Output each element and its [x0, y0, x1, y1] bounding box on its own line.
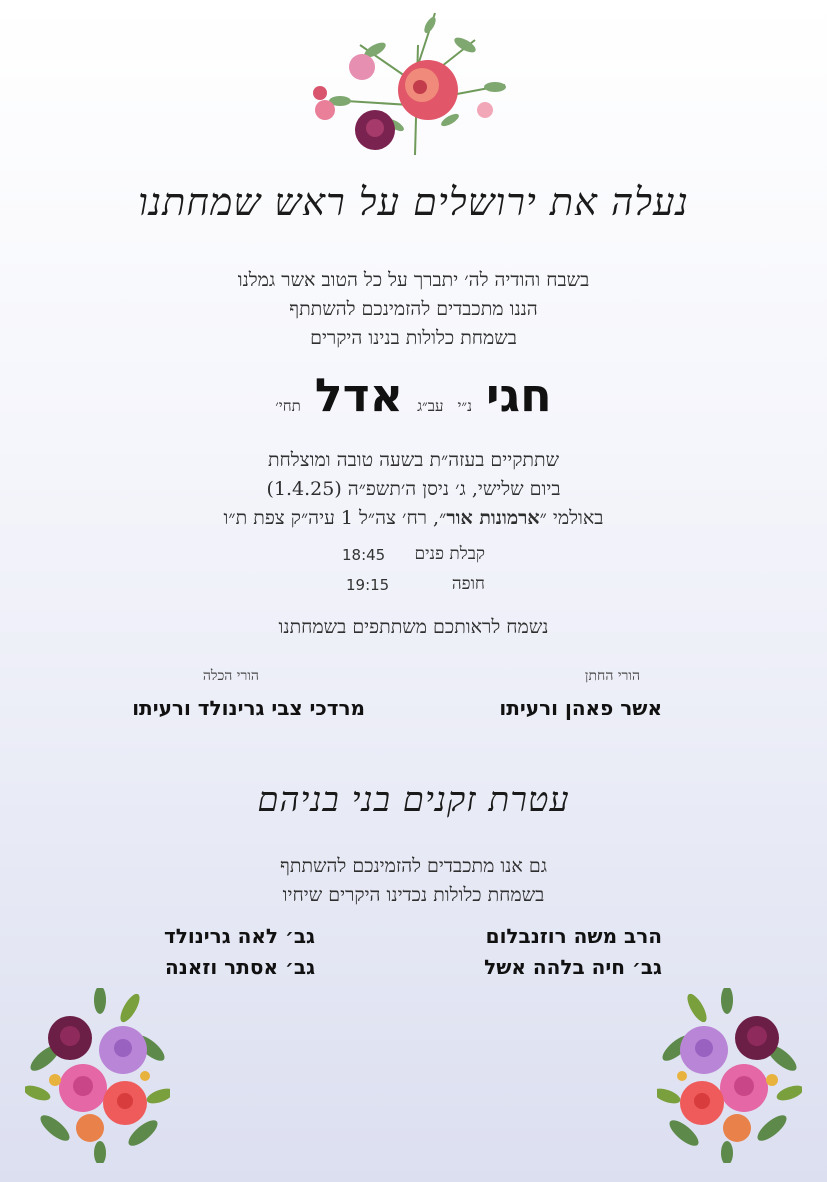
- intro-line-1: בשבח והודיה לה׳ יתברך על כל הטוב אשר גמלנו: [237, 269, 590, 291]
- groom-tag: נ״י: [457, 397, 472, 415]
- grandparent-right-1: הרב משה רוזנבלום: [485, 924, 662, 948]
- floral-bottom-left-icon: [25, 988, 170, 1163]
- schedule-chuppah-time: 19:15: [346, 576, 390, 594]
- and-tag: עב״ג: [417, 397, 444, 415]
- venue-name: ארמונות אור: [446, 507, 540, 529]
- grandparent-right-2: גב׳ חיה בלהה אשל: [484, 955, 662, 979]
- event-line-2: ביום שלישי, ג׳ ניסן ה׳תשפ״ה (1.4.25): [266, 478, 561, 500]
- intro-line-2: הננו מתכבדים להזמינכם להשתתף: [289, 298, 538, 320]
- bride-parents-label: הורי הכלה: [202, 668, 259, 684]
- bride-name: אדל: [314, 368, 404, 422]
- event-details: [0, 446, 827, 533]
- grandparent-left-2: גב׳ אסתר וזאנה: [164, 955, 315, 979]
- groom-parents-names: אשר פאהן ורעיתו: [499, 696, 662, 720]
- couple-names: [0, 368, 827, 422]
- groom-parents-label: הורי החתן: [584, 668, 640, 684]
- schedule-reception-time: 18:45: [342, 546, 386, 564]
- header-title: נעלה את ירושלים על ראש שמחתנו: [138, 180, 689, 224]
- floral-bottom-right-icon: [657, 988, 802, 1163]
- grandparents-title: עטרת זקנים בני בניהם: [257, 780, 570, 820]
- grandparents-intro: [0, 852, 827, 910]
- intro-block: [0, 266, 827, 353]
- schedule-chuppah-label: חופה: [451, 574, 485, 594]
- grandparents-intro-line-2: בשמחת כלולות נכדינו היקרים שיחיו: [282, 884, 545, 906]
- event-line-3: באולמי ״ארמונות אור״, רח׳ צה״ל 1 עיה״ק צפת ת״ו: [223, 507, 604, 529]
- grandparents-intro-line-1: גם אנו מתכבדים להזמינכם להשתתף: [280, 855, 547, 877]
- schedule-reception-label: קבלת פנים: [414, 544, 485, 564]
- event-line-1: שתתקיים בעזה״ת בשעה טובה ומוצלחת: [267, 449, 560, 471]
- rejoice-line: נשמח לראותכם משתתפים בשמחתנו: [278, 616, 549, 638]
- grandparent-left-1: גב׳ לאה גרינולד: [164, 924, 315, 948]
- floral-top-icon: [300, 5, 525, 165]
- bride-tag: תחי׳: [275, 397, 301, 415]
- groom-name: חגי: [486, 368, 552, 422]
- bride-parents-names: מרדכי צבי גרינולד ורעיתו: [132, 696, 365, 720]
- intro-line-3: בשמחת כלולות בנינו היקרים: [310, 327, 517, 349]
